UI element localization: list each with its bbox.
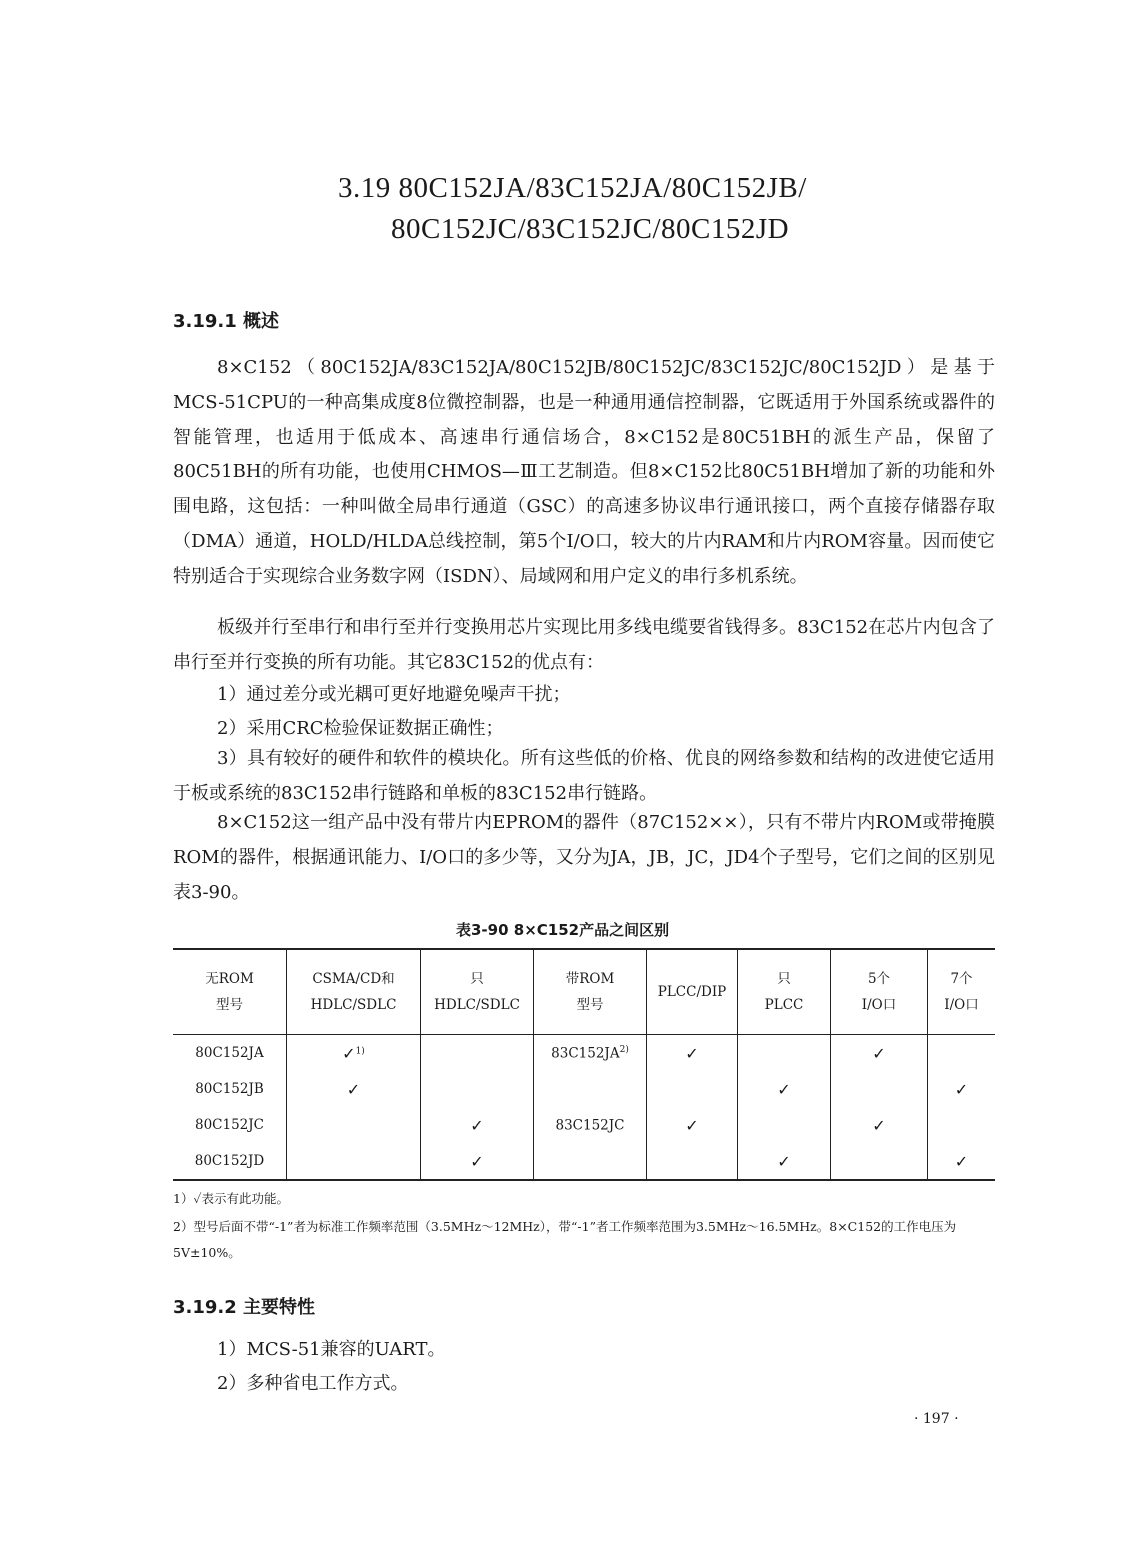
section-heading-overview: 3.19.1 概述 <box>173 311 280 332</box>
header-csma-hdlc: CSMA/CD和 HDLC/SDLC <box>287 949 421 1035</box>
cell-plcc-dip <box>647 1071 738 1107</box>
cell-plcc-dip <box>647 1143 738 1180</box>
cell-io7: ✓ <box>928 1143 996 1180</box>
overview-paragraph-1: 8×C152（80C152JA/83C152JA/80C152JB/80C152JC/83C152JC/80C152JD）是基于MCS-51CPU的一种高集成度8位微控制器，也是一种通用通信控制器，它既适用于外国系统或器件的智能管理，也适用于低成本、高速串行通信场合，8×C152是80C51BH的派生产品，保留了80C51BH的所有功能，也使用CHMOS—Ⅲ工艺制造。但8×C152比80C51BH增加了新的功能和外围电路，这包括：一种叫做全局串行通道（GSC）的高速多协议串行通讯接口，两个直接存储器存取（DMA）通道，HOLD/HLDA总线控制，第5个I/O口，较大的片内RAM和片内ROM容量。因而使它特别适合于实现综合业务数字网（ISDN）、局域网和用户定义的串行多机系统。 <box>173 357 995 587</box>
overview-paragraph-3: 8×C152这一组产品中没有带片内EPROM的器件（87C152××），只有不带片内ROM或带掩膜ROM的器件，根据通讯能力、I/O口的多少等，又分为JA，JB，JC，JD4个子型号，它们之间的区别见表3-90。 <box>173 812 995 903</box>
cell-csma <box>287 1107 421 1143</box>
table-row <box>173 1143 995 1180</box>
cell-io5: ✓ <box>831 1107 928 1143</box>
feature-item-1: 1）MCS-51兼容的UART。 <box>217 1339 446 1360</box>
cell-hdlc: ✓ <box>421 1143 534 1180</box>
table-row <box>173 1071 995 1107</box>
cell-io5: ✓ <box>831 1035 928 1072</box>
advantage-item-3: 3）具有较好的硬件和软件的模块化。所有这些低的价格、优良的网络参数和结构的改进使它适用于板或系统的83C152串行链路和单板的83C152串行链路。 <box>173 748 995 804</box>
section-heading-features: 3.19.2 主要特性 <box>173 1297 316 1318</box>
cell-io7 <box>928 1107 996 1143</box>
cell-hdlc <box>421 1035 534 1072</box>
table-header-row <box>173 949 995 1035</box>
cell-rom-model: 83C152JC <box>534 1107 647 1143</box>
table-caption: 表3-90 8×C152产品之间区别 <box>456 921 670 939</box>
page-number: · 197 · <box>914 1411 959 1427</box>
cell-rom-model <box>534 1071 647 1107</box>
cell-plcc <box>738 1035 831 1072</box>
cell-plcc: ✓ <box>738 1071 831 1107</box>
cell-io5 <box>831 1143 928 1180</box>
section-title-line1: 3.19 80C152JA/83C152JA/80C152JB/ <box>338 172 807 204</box>
section-title-line2: 80C152JC/83C152JC/80C152JD <box>391 213 790 245</box>
table-row <box>173 1035 995 1072</box>
cell-model: 80C152JC <box>194 1117 265 1133</box>
header-plcc-only: 只 PLCC <box>738 949 831 1035</box>
cell-model: 80C152JD <box>173 1143 287 1180</box>
product-comparison-table <box>173 948 995 1181</box>
cell-hdlc <box>421 1071 534 1107</box>
cell-io7: ✓ <box>928 1071 996 1107</box>
cell-io5 <box>831 1071 928 1107</box>
table-note-2: 2）型号后面不带“-1”者为标准工作频率范围（3.5MHz～12MHz），带“-1”者工作频率范围为3.5MHz～16.5MHz。8×C152的工作电压为5V±10%。 <box>173 1219 957 1260</box>
cell-plcc <box>738 1107 831 1143</box>
cell-io7 <box>928 1035 996 1072</box>
cell-model: 80C152JA <box>195 1045 264 1061</box>
header-hdlc-only: 只 HDLC/SDLC <box>421 949 534 1035</box>
cell-rom-model: 83C152JA$^{2)}$ <box>534 1035 647 1072</box>
header-7-io-ports: 7个 I/O口 <box>928 949 996 1035</box>
table-note-1: 1）✓表示有此功能。 <box>173 1191 290 1206</box>
cell-plcc-dip: ✓ <box>647 1107 738 1143</box>
cell-csma: ✓$^{1)}$ <box>287 1035 421 1072</box>
header-5-io-ports: 5个 I/O口 <box>831 949 928 1035</box>
table-row <box>173 1107 995 1143</box>
cell-plcc: ✓ <box>738 1143 831 1180</box>
header-no-rom-model: 无ROM 型号 <box>173 949 287 1035</box>
cell-plcc-dip: ✓ <box>647 1035 738 1072</box>
header-rom-model: 带ROM 型号 <box>534 949 647 1035</box>
cell-csma <box>287 1143 421 1180</box>
header-plcc-dip: PLCC/DIP <box>647 949 738 1035</box>
advantage-item-1: 1）通过差分或光耦可更好地避免噪声干扰； <box>217 684 571 705</box>
feature-item-2: 2）多种省电工作方式。 <box>217 1373 409 1394</box>
cell-csma: ✓ <box>287 1071 421 1107</box>
advantage-item-2: 2）采用CRC检验保证数据正确性； <box>217 718 504 739</box>
cell-hdlc: ✓ <box>421 1107 534 1143</box>
cell-model: 80C152JB <box>195 1081 264 1097</box>
overview-paragraph-2: 板级并行至串行和串行至并行变换用芯片实现比用多线电缆要省钱得多。83C152在芯片内包含了串行至并行变换的所有功能。其它83C152的优点有： <box>173 617 995 673</box>
cell-rom-model <box>534 1143 647 1180</box>
